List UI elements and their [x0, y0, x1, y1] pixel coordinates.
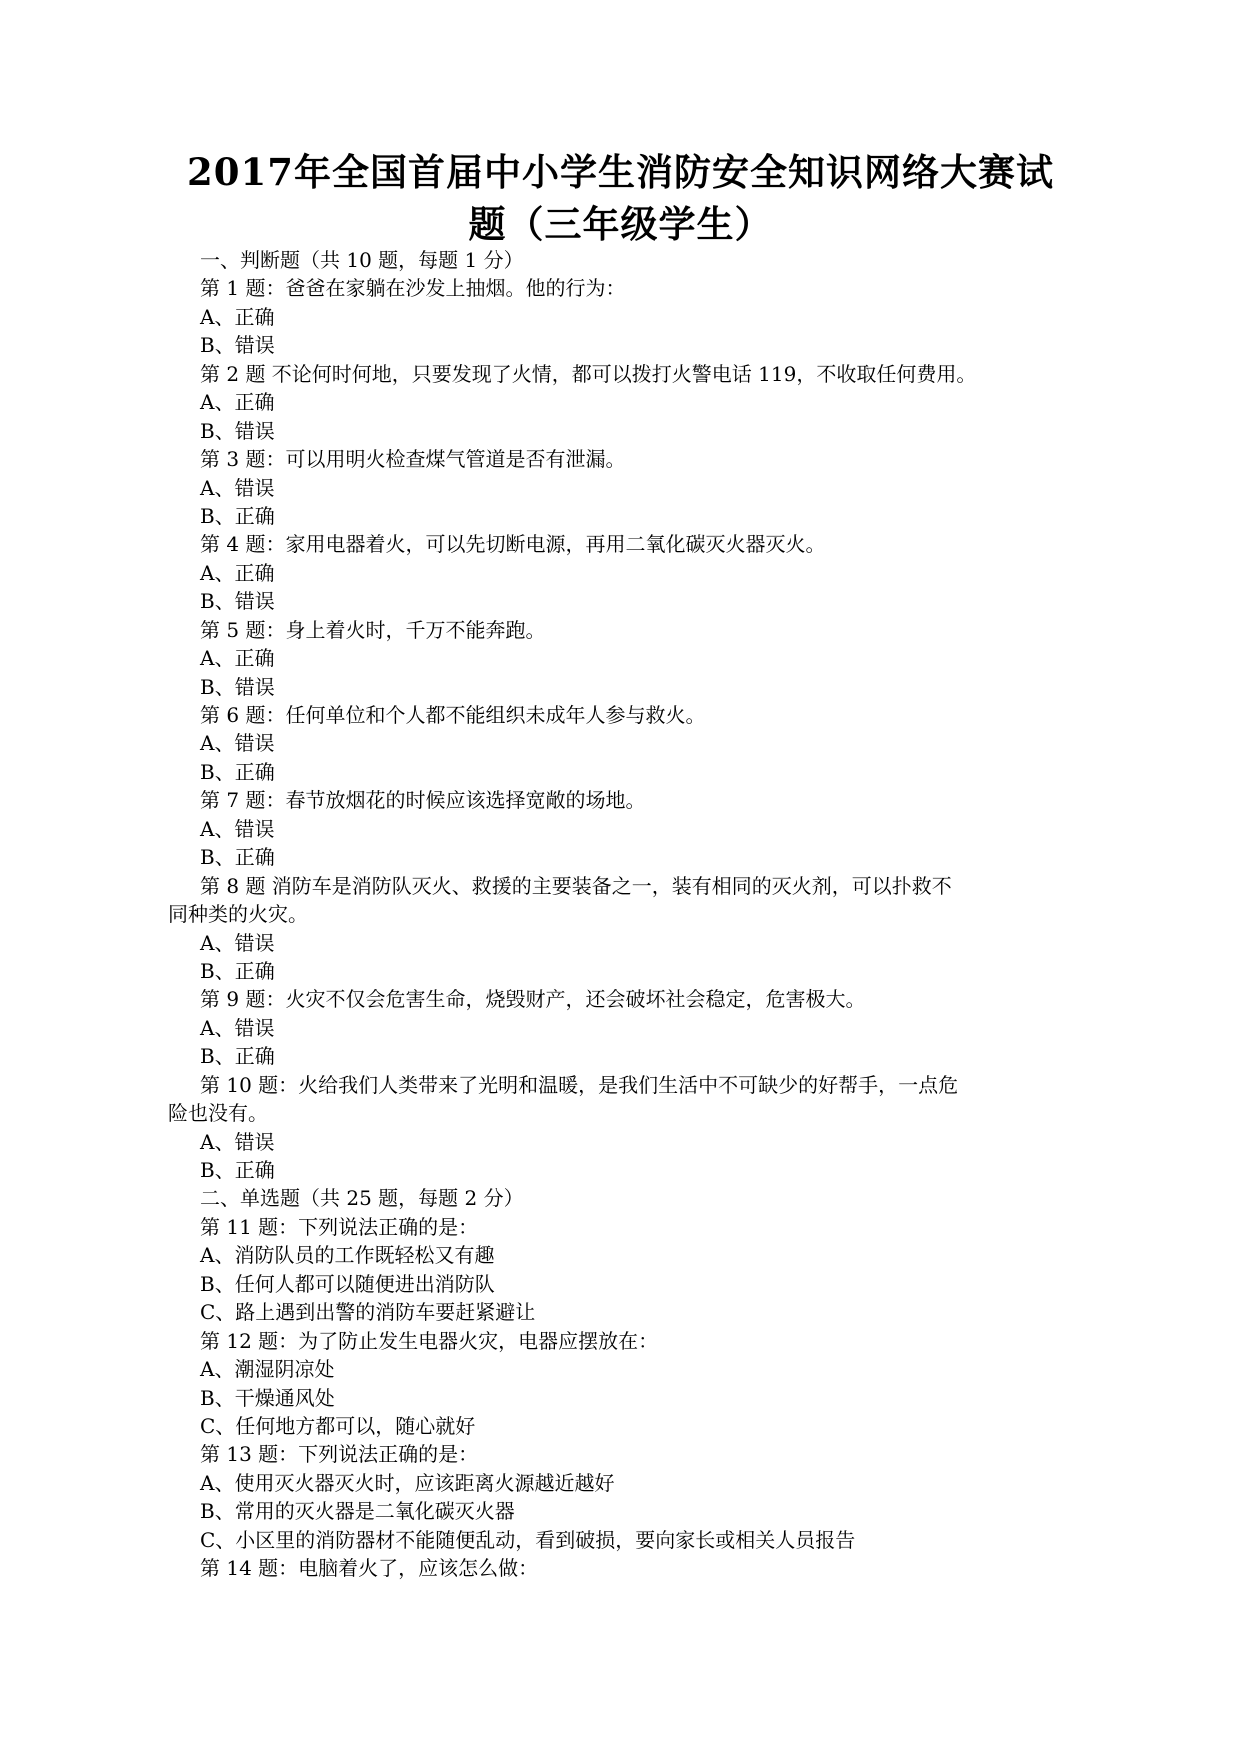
section-heading-true-false: 一、判断题（共 10 题，每题 1 分） — [200, 248, 524, 272]
option-line: A、错误 — [200, 930, 275, 955]
document-body — [168, 246, 1050, 1583]
option-line: B、正确 — [200, 1158, 275, 1182]
option-line: C、路上遇到出警的消防车要赶紧避让 — [200, 1300, 536, 1325]
option-line: A、消防队员的工作既轻松又有趣 — [200, 1243, 495, 1268]
question-12: 第 12 题：为了防止发生电器火灾，电器应摆放在： — [200, 1328, 659, 1353]
option-line: B、常用的灭火器是二氧化碳灭火器 — [200, 1499, 515, 1524]
option-line: A、正确 — [200, 390, 275, 415]
option-line: B、正确 — [200, 1044, 275, 1069]
question-5: 第 5 题：身上着火时，千万不能奔跑。 — [200, 617, 546, 642]
question-14: 第 14 题：电脑着火了，应该怎么做： — [200, 1556, 539, 1581]
option-line: A、正确 — [200, 560, 275, 585]
question-9: 第 9 题：火灾不仅会危害生命，烧毁财产，还会破坏社会稳定，危害极大。 — [200, 987, 866, 1012]
option-line: B、错误 — [200, 418, 275, 443]
option-line: A、潮湿阴凉处 — [200, 1357, 335, 1382]
option-line: B、正确 — [200, 845, 275, 870]
option-line: A、错误 — [200, 475, 275, 500]
option-line: B、正确 — [200, 958, 275, 983]
question-13: 第 13 题：下列说法正确的是： — [200, 1442, 479, 1467]
option-line: C、小区里的消防器材不能随便乱动，看到破损，要向家长或相关人员报告 — [200, 1527, 856, 1552]
question-11: 第 11 题：下列说法正确的是： — [200, 1214, 479, 1239]
question-7: 第 7 题：春节放烟花的时候应该选择宽敞的场地。 — [200, 788, 646, 813]
option-line: B、错误 — [200, 674, 275, 699]
document-title-line-1: 2017年全国首届中小学生消防安全知识网络大赛试 — [187, 150, 1054, 194]
question-10: 第 10 题：火给我们人类带来了光明和温暖，是我们生活中不可缺少的好帮手，一点危 — [200, 1072, 959, 1097]
option-line: B、干燥通风处 — [200, 1385, 335, 1410]
question-6: 第 6 题：任何单位和个人都不能组织未成年人参与救火。 — [200, 703, 706, 727]
question-8-continued: 同种类的火灾。 — [168, 902, 308, 927]
question-4: 第 4 题：家用电器着火，可以先切断电源，再用二氧化碳灭火器灭火。 — [200, 532, 826, 557]
question-8: 第 8 题 消防车是消防队灭火、救援的主要装备之一，装有相同的灭火剂，可以扑救不 — [200, 873, 952, 898]
question-1: 第 1 题：爸爸在家躺在沙发上抽烟。他的行为： — [200, 276, 626, 301]
option-line: B、正确 — [200, 759, 275, 784]
option-line: A、正确 — [200, 304, 275, 329]
question-2: 第 2 题 不论何时何地，只要发现了火情，都可以拨打火警电话 119，不收取任何费用。 — [200, 361, 977, 386]
option-line: B、错误 — [200, 589, 275, 614]
question-3: 第 3 题：可以用明火检查煤气管道是否有泄漏。 — [200, 447, 626, 472]
option-line: A、错误 — [200, 816, 275, 841]
option-line: B、正确 — [200, 503, 275, 528]
option-line: A、错误 — [200, 1129, 275, 1154]
option-line: A、使用灭火器灭火时，应该距离火源越近越好 — [200, 1470, 615, 1495]
option-line: B、错误 — [200, 333, 275, 358]
option-line: A、正确 — [200, 646, 275, 671]
option-line: A、错误 — [200, 1015, 275, 1040]
option-line: A、错误 — [200, 731, 275, 756]
option-line: B、任何人都可以随便进出消防队 — [200, 1271, 495, 1296]
question-10-continued: 险也没有。 — [168, 1101, 268, 1126]
option-line: C、任何地方都可以，随心就好 — [200, 1413, 476, 1438]
document-title-line-2: 题（三年级学生） — [468, 202, 773, 246]
section-heading-single-choice: 二、单选题（共 25 题，每题 2 分） — [200, 1186, 524, 1211]
